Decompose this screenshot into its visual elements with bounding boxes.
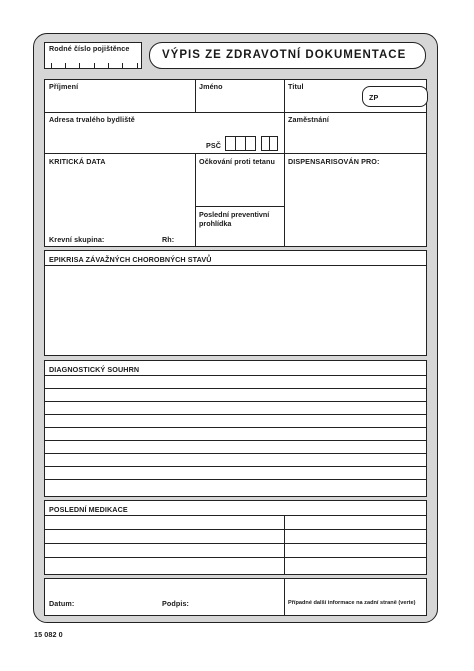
- podpis-label: Podpis:: [162, 599, 190, 608]
- page-title: VÝPIS ZE ZDRAVOTNÍ DOKUMENTACE: [162, 49, 407, 61]
- rodne-cislo-field[interactable]: [44, 42, 142, 69]
- titul-label: Titul: [288, 82, 304, 91]
- rh-label: Rh:: [162, 235, 175, 244]
- posledni-prohlidka-label: Poslední preventivní prohlídka: [199, 210, 270, 228]
- zamestnani-label: Zaměstnání: [288, 115, 329, 124]
- epikrisa-section[interactable]: [44, 250, 427, 356]
- medikace-label: POSLEDNÍ MEDIKACE: [49, 505, 128, 514]
- prijmeni-label: Příjmení: [49, 82, 79, 91]
- digit-ticks: [51, 63, 137, 68]
- dispensarisovan-label: DISPENSARISOVÁN PRO:: [288, 157, 380, 166]
- zp-field[interactable]: [362, 86, 428, 107]
- medikace-section[interactable]: [44, 500, 427, 575]
- kriticka-data-label: KRITICKÁ DATA: [49, 157, 106, 166]
- epikrisa-label: EPIKRISA ZÁVAŽNÝCH CHOROBNÝCH STAVŮ: [49, 255, 212, 264]
- diagnosticky-label: DIAGNOSTICKÝ SOUHRN: [49, 365, 140, 374]
- medical-grid: [44, 153, 427, 247]
- ockovani-label: Očkování proti tetanu: [199, 157, 275, 166]
- datum-label: Datum:: [49, 599, 75, 608]
- diagnosticky-section[interactable]: [44, 360, 427, 497]
- zp-label: ZP: [369, 93, 379, 102]
- rodne-cislo-label: Rodné číslo pojištěnce: [49, 44, 130, 53]
- verte-note: Případné další informace na zadní straně (verte): [288, 600, 416, 606]
- adresa-label: Adresa trvalého bydliště: [49, 115, 135, 124]
- signature-row: [44, 578, 427, 616]
- psc-input[interactable]: [225, 136, 278, 151]
- jmeno-label: Jméno: [199, 82, 223, 91]
- title-box: [149, 42, 426, 69]
- psc-label: PSČ: [206, 141, 222, 150]
- krevni-skupina-label: Krevní skupina:: [49, 235, 105, 244]
- form-number: 15 082 0: [34, 630, 63, 639]
